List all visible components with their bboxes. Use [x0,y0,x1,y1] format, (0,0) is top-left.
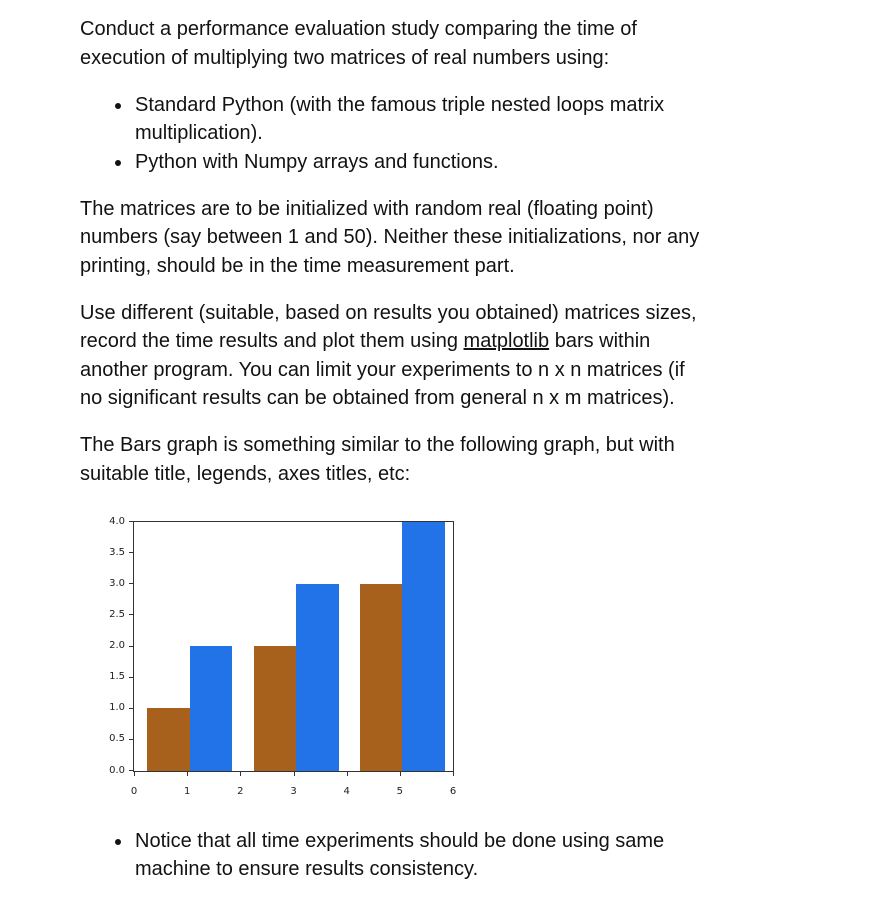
text-line: • Python with Numpy arrays and functions. [135,150,499,173]
figure-bar-chart [100,507,472,797]
y-tick-label: 4.0 [109,515,125,527]
x-tick-label: 5 [396,785,404,797]
text-line: suitable title, legends, axes titles, etc: [80,462,411,485]
text-line: no significant results can be obtained from general n x m matrices). [80,387,675,409]
list-item-standard-python [133,91,813,148]
text-segment: bars within [549,330,651,352]
plotting-paragraph [80,299,813,413]
x-tick-label: 4 [343,785,350,797]
text-line: execution of multiplying two matrices of real numbers using: [80,46,610,69]
matplotlib-underlined-text: matplotlib [463,330,550,352]
text-line: • Notice that all time experiments should be done using same [135,829,665,852]
bar-blue [402,522,445,771]
y-tick-mark [129,646,133,647]
x-tick-mark [294,772,295,776]
text-line: • Standard Python (with the famous triple nested loops matrix [135,93,665,116]
x-tick-mark [347,772,348,776]
text-line: numbers (say between 1 and 50). Neither these initializations, nor any [80,226,700,248]
y-tick-label: 3.0 [109,577,125,589]
y-tick-label: 2.0 [109,639,125,651]
y-tick-mark [129,708,133,709]
y-tick-mark [129,770,133,771]
y-tick-label: 0.5 [109,733,125,745]
text-line: multiplication). [135,122,263,144]
initialization-paragraph [80,195,813,281]
bar-brown [360,584,403,771]
text-segment: record the time results and plot them using [80,330,464,352]
bar-blue [296,584,339,771]
y-tick-label: 3.5 [109,546,125,558]
list-item-notice [133,827,813,884]
methods-bullet-list [80,91,813,177]
y-tick-mark [129,677,133,678]
x-tick-label: 0 [130,785,138,797]
text-line [80,327,813,356]
intro-paragraph [80,15,813,72]
text-line: another program. You can limit your experiments to n x n matrices (if [80,358,685,381]
x-tick-label: 2 [237,785,244,797]
x-tick-mark [240,772,241,776]
list-item-numpy [133,148,813,177]
bar-brown [254,646,297,771]
y-tick-label: 2.5 [109,608,125,620]
plot-area [133,521,454,772]
text-line: Use different (suitable, based on results you obtained) matrices sizes, [80,301,697,324]
y-tick-mark [129,583,133,584]
x-tick-label: 3 [290,785,297,797]
y-tick-label: 0.0 [109,764,125,776]
text-line: Conduct a performance evaluation study comparing the time of [80,18,637,40]
y-tick-mark [129,614,133,615]
x-tick-mark [453,772,454,776]
x-tick-mark [187,772,188,776]
y-tick-mark [129,739,133,740]
x-tick-label: 6 [449,785,457,797]
y-tick-label: 1.5 [109,670,125,682]
x-tick-label: 1 [183,785,191,797]
x-tick-mark [134,772,135,776]
notice-bullet-list [80,827,813,884]
y-tick-label: 1.0 [109,702,125,713]
y-tick-mark [129,552,133,553]
bar-blue [190,646,233,771]
text-line: machine to ensure results consistency. [135,858,479,880]
text-line: The matrices are to be initialized with random real (floating point) [80,197,654,220]
bar-brown [147,708,190,770]
y-tick-mark [129,521,133,522]
x-tick-mark [400,772,401,776]
text-line: The Bars graph is something similar to the following graph, but with [80,434,675,456]
text-line: printing, should be in the time measurement part. [80,254,515,277]
graph-intro-paragraph [80,431,813,488]
